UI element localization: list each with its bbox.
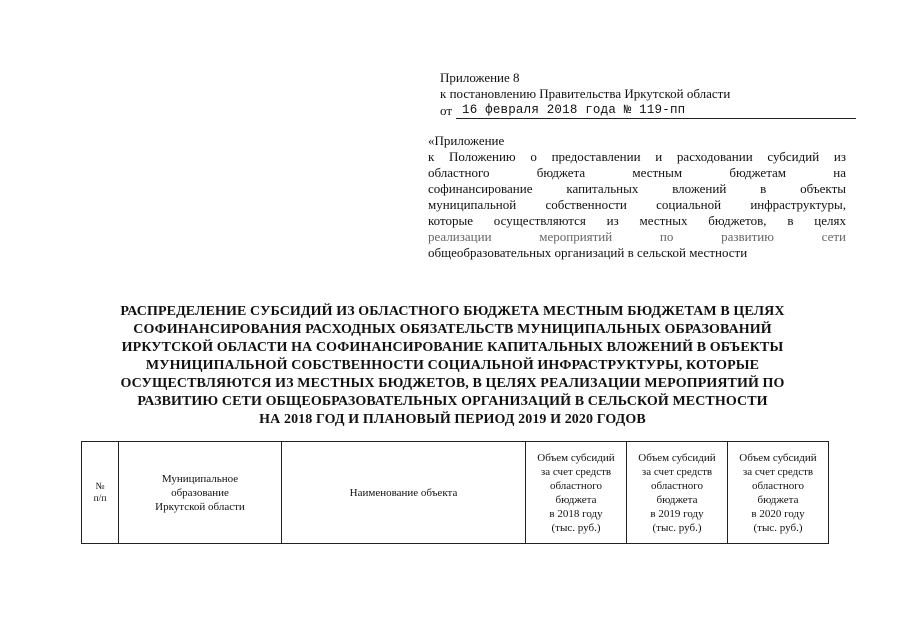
regulation-line: софинансирование капитальных вложений в объекты — [428, 181, 846, 196]
header-municipality — [119, 442, 282, 544]
header-number — [82, 442, 119, 544]
title-line: РАСПРЕДЕЛЕНИЕ СУБСИДИЙ ИЗ ОБЛАСТНОГО БЮДЖЕТА МЕСТНЫМ БЮДЖЕТАМ В ЦЕЛЯХ — [120, 304, 785, 319]
regulation-line: общеобразовательных организаций в сельской местности — [428, 245, 748, 260]
header-volume-2019 — [627, 442, 728, 544]
header-text: в 2018 году — [549, 507, 603, 520]
resolution-date-line — [440, 102, 856, 119]
document-title — [70, 303, 835, 429]
header-text: п/п — [93, 493, 107, 504]
header-object-name — [282, 442, 526, 544]
header-text: Объем субсидий — [739, 451, 817, 464]
header-text: образование — [171, 486, 229, 499]
header-text: Иркутской области — [155, 500, 245, 513]
header-text: Объем субсидий — [638, 451, 716, 464]
header-text: бюджета — [555, 493, 597, 506]
header-text: за счет средств — [540, 465, 612, 478]
header-text: Объем субсидий — [537, 451, 615, 464]
appendix-header — [440, 70, 856, 119]
header-text: в 2019 году — [650, 507, 704, 520]
title-line: РАЗВИТИЮ СЕТИ ОБЩЕОБРАЗОВАТЕЛЬНЫХ ОРГАНИЗАЦИЙ В СЕЛЬСКОЙ МЕСТНОСТИ — [137, 394, 768, 409]
header-text: бюджета — [656, 493, 698, 506]
header-text: областного — [549, 479, 602, 492]
header-text: (тыс. руб.) — [551, 521, 601, 534]
header-text: за счет средств — [641, 465, 713, 478]
regulation-line: муниципальной собственности социальной инфраструктуры, — [428, 197, 846, 212]
title-line: ОСУЩЕСТВЛЯЮТСЯ ИЗ МЕСТНЫХ БЮДЖЕТОВ, В ЦЕЛЯХ РЕАЛИЗАЦИИ МЕРОПРИЯТИЙ ПО — [120, 376, 785, 391]
header-text: (тыс. руб.) — [652, 521, 702, 534]
date-prefix: от — [440, 103, 453, 118]
resolution-reference: к постановлению Правительства Иркутской области — [440, 86, 731, 101]
title-line: НА 2018 ГОД И ПЛАНОВЫЙ ПЕРИОД 2019 И 2020 ГОДОВ — [259, 412, 646, 427]
header-volume-2018 — [526, 442, 627, 544]
header-text: за счет средств — [742, 465, 814, 478]
title-line: ИРКУТСКОЙ ОБЛАСТИ НА СОФИНАНСИРОВАНИЕ КАПИТАЛЬНЫХ ВЛОЖЕНИЙ В ОБЪЕКТЫ — [121, 340, 784, 355]
title-line: СОФИНАНСИРОВАНИЯ РАСХОДНЫХ ОБЯЗАТЕЛЬСТВ МУНИЦИПАЛЬНЫХ ОБРАЗОВАНИЙ — [133, 322, 772, 337]
regulation-line: областного бюджета местным бюджетам на — [428, 165, 846, 180]
title-line: МУНИЦИПАЛЬНОЙ СОБСТВЕННОСТИ СОЦИАЛЬНОЙ ИНФРАСТРУКТУРЫ, КОТОРЫЕ — [145, 358, 760, 373]
header-text: (тыс. руб.) — [753, 521, 803, 534]
regulation-appendix-block — [428, 133, 846, 261]
regulation-line: реализации мероприятий по развитию сети — [428, 229, 846, 244]
regulation-line: к Положению о предоставлении и расходовании субсидий из — [428, 149, 846, 164]
table-header-row — [82, 442, 829, 544]
header-text: областного — [650, 479, 703, 492]
regulation-line: «Приложение — [428, 133, 505, 148]
header-text: Муниципальное — [161, 472, 239, 485]
header-text: областного — [751, 479, 804, 492]
header-text: № — [95, 481, 105, 492]
resolution-date: 16 февраля 2018 года № 119-пп — [456, 102, 856, 119]
header-text: бюджета — [757, 493, 799, 506]
regulation-line: которые осуществляются из местных бюджетов, в целях — [428, 213, 846, 228]
appendix-number: Приложение 8 — [440, 70, 520, 85]
subsidy-table — [81, 441, 829, 544]
header-volume-2020 — [728, 442, 829, 544]
header-text: Наименование объекта — [349, 486, 458, 499]
header-text: в 2020 году — [751, 507, 805, 520]
